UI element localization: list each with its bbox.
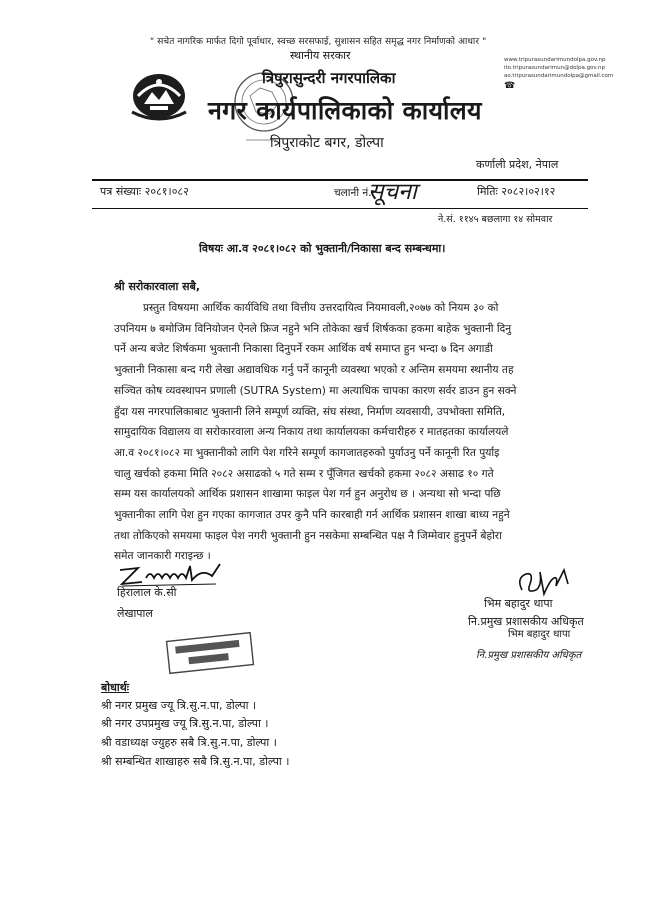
cc-recipient: श्री नगर प्रमुख ज्यू त्रि.सु.न.पा, डोल्पा । (101, 699, 257, 712)
body-line: भुक्तानी निकासा बन्द गरी लेखा अद्यावधिक गर्नु पर्ने कानूनी व्यवस्था भएको र अन्तिम समयमा स्थानीय तह (114, 364, 514, 377)
body-line: भुक्तानीका लागि पेश हुन गएका कागजात उपर कुनै पनि कारबाही गर्न आर्थिक प्रशासन शाखा बाध्य नहुने (114, 509, 510, 522)
body-line: सामुदायिक विद्यालय वा सरोकारवाला अन्य निकाय तथा कार्यालयका कर्मचारीहरु र मातहतका कार्यालयले (114, 426, 509, 439)
cc-recipient: श्री नगर उपप्रमुख ज्यू त्रि.सु.न.पा, डोल्पा । (101, 717, 269, 730)
body-line: उपनियम ७ बमोजिम विनियोजन ऐनले फ्रिज नहुने भनि तोकेका खर्च शिर्षकका हकमा बाहेक भुक्तानी दिनु (114, 322, 512, 335)
body-line: आ.व २०८१।०८२ मा भुक्तानीको लागि पेश गरिने सम्पूर्ण कागजातहरुको पुर्याउनु पर्ने कानूनी रित पुर्याइ (114, 446, 500, 459)
dispatch-number-value: सूचना (368, 179, 417, 205)
date-value: २०८२।०२।१२ (501, 185, 556, 198)
salutation: श्री सरोकारवाला सबै, (114, 280, 201, 293)
website-link[interactable]: www.tripurasundarimundolpa.gov.np (504, 57, 606, 63)
header-divider-top (92, 179, 588, 181)
body-line: प्रस्तुत विषयमा आर्थिक कार्यविधि तथा वित्तीय उत्तरदायित्व नियमावली,२०७७ को नियम ३० को (143, 302, 499, 314)
province-label: कर्णाली प्रदेश, नेपाल (476, 158, 559, 171)
letter-number (100, 184, 189, 199)
accountant-name: हिरालाल के.सी (117, 586, 177, 599)
letter-date (477, 184, 555, 199)
body-line: समेत जानकारी गराइन्छ । (114, 550, 211, 563)
officer-stamp-name: भिम बहादुर थापा (508, 629, 571, 640)
municipality-name: त्रिपुरासुन्दरी नगरपालिका (262, 69, 396, 87)
cc-recipient: श्री वडाध्यक्ष ज्युहरु सबै त्रि.सु.न.पा, डोल्पा । (101, 736, 277, 749)
email-link-2[interactable]: ao.tripurasundarimundolpa@gmail.com (504, 73, 614, 79)
local-government-label: स्थानीय सरकार (290, 49, 351, 62)
email-link-1[interactable]: ito.tripurasundarimun@dolpa.gov.np (504, 65, 605, 71)
body-line: तथा तोकिएको समयमा फाइल पेश नगरी भुक्तानी हुन नसकेमा सम्बन्धित पक्ष नै जिम्मेवार हुनुपर्ने बेहोरा (114, 529, 502, 542)
government-emblem-icon (128, 66, 190, 126)
letter-number-value: २०८१।०८२ (144, 185, 189, 198)
header-divider-bottom (92, 208, 588, 209)
contact-block (504, 56, 624, 80)
body-line: सम्म यस कार्यालयको आर्थिक प्रशासन शाखामा फाइल पेश गर्न हुन अनुरोध छ । अन्यथा सो भन्दा पछि (114, 488, 501, 501)
date-label: मितिः (477, 185, 498, 198)
officer-title: नि.प्रमुख प्रशासकीय अधिकृत (468, 615, 584, 628)
body-line: चालु खर्चको हकमा मिति २०८२ असाढको ५ गते सम्म र पूँजिगत खर्चको हकमा २०८२ असाढ १० गते (114, 467, 494, 480)
body-line: हुँदा यस नगरपालिकाबाट भुक्तानी लिने सम्पूर्ण व्यक्ति, संघ संस्था, निर्माण व्यवसायी, उपभोक्ता समिति, (114, 405, 506, 418)
accountant-title: लेखापाल (117, 607, 153, 620)
letter-subject: विषयः आ.व २०८१।०८२ को भुक्तानी/निकासा बन्द सम्बन्धमा। (199, 242, 446, 255)
cc-recipient: श्री सम्बन्धित शाखाहरु सबै त्रि.सु.न.पा, डोल्पा । (101, 755, 290, 768)
letterhead-motto: " सचेत नागरिक मार्फत दिगो पूर्वाधार, स्वच्छ सरसफाई, सुशासन सहित समृद्ध नगर निर्माणको आधार " (150, 37, 487, 47)
phone-icon: ☎ (504, 81, 516, 91)
officer-stamp-title: नि.प्रमुख प्रशासकीय अधिकृत (476, 650, 582, 661)
nepal-sambat-date: ने.सं. ११४५ बछलागा १४ सोमवार (438, 214, 553, 225)
officer-name: भिम बहादुर थापा (484, 597, 553, 610)
body-line: पर्ने अन्य बजेट शिर्षकमा भुक्तानी निकासा दिनुपर्ने रकम आर्थिक वर्ष समाप्त हुन भन्दा ७ दिन अगाडी (114, 343, 493, 356)
cc-heading: बोधार्थः (101, 681, 129, 694)
accountant-name-stamp (164, 631, 256, 679)
letter-number-label: पत्र संख्याः (100, 185, 142, 198)
body-line: सञ्चित कोष व्यवस्थापन प्रणाली (SUTRA System) मा अत्याधिक चापका कारण सर्वर डाउन हुन सक्ने (114, 384, 517, 397)
letter-body (114, 298, 596, 567)
dispatch-number-label: चलानी नं. (334, 187, 372, 199)
office-name: नगर कार्यपालिकाको कार्यालय (208, 96, 482, 125)
office-address: त्रिपुराकोट बगर, डोल्पा (270, 135, 384, 151)
